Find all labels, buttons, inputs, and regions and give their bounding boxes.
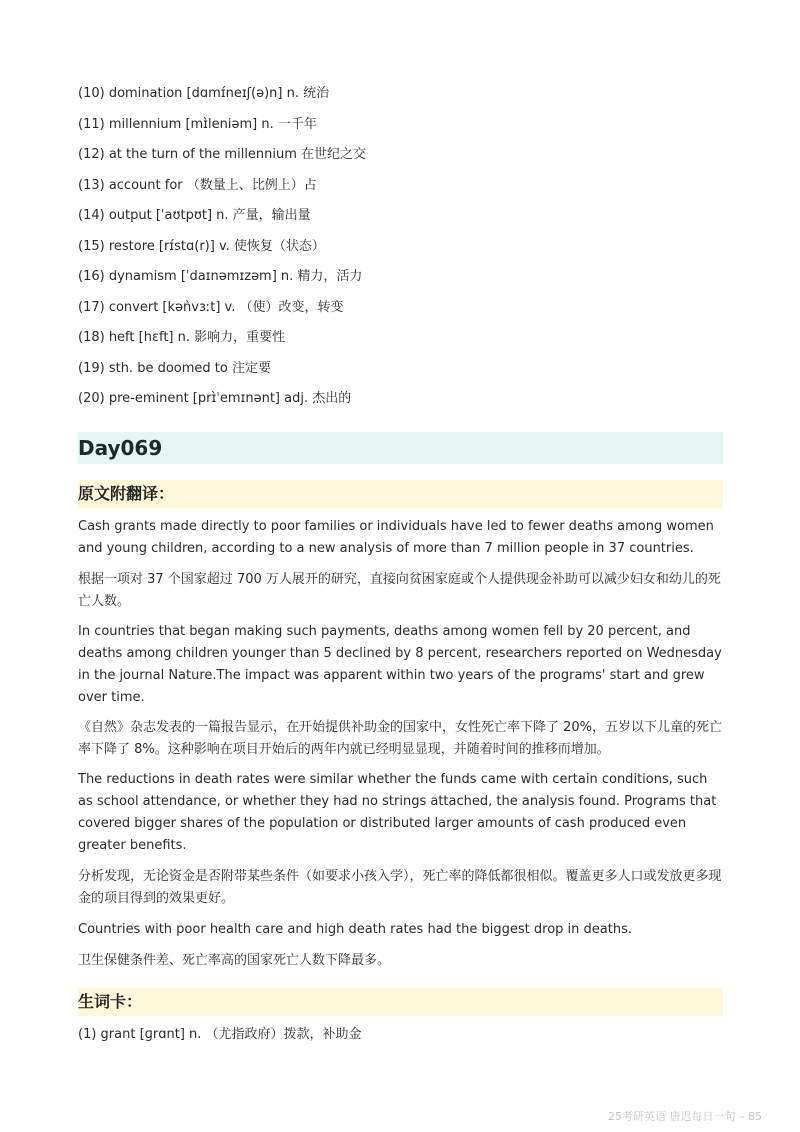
vocab-item: (13) account for （数量上、比例上）占: [78, 177, 317, 193]
vocab-item: (15) restore [rɪ́stɑ(r)] v. 使恢复（状态）: [78, 238, 325, 254]
section-title-original: 原文附翻译：: [78, 484, 175, 503]
day-header: [78, 432, 723, 464]
vocab-item: (18) heft [hɛft] n. 影响力，重要性: [78, 330, 286, 345]
vocab-item: (14) output [ˈaʊtpʊt] n. 产量，输出量: [78, 208, 311, 223]
paragraph-chinese-2: 《自然》杂志发表的一篇报告显示，在开始提供补助金的国家中，女性死亡率下降了 20%，五岁以下儿童的死亡率下降了 8%。这种影响在项目开始后的两年内就已经明显显现，并随着时间的推移而增加。: [78, 720, 723, 757]
vocab-item: (17) convert [kəǹvɜːt] v. （使）改变，转变: [78, 299, 344, 315]
section-header-original: [78, 480, 723, 508]
paragraph-english-4: Countries with poor health care and high death rates had the biggest drop in deaths.: [78, 922, 632, 937]
paragraph-english-3: The reductions in death rates were similar whether the funds came with certain conditions, such as school attendance, or whether they had no strings attached, the analysis found. Programs that covered bigger shares of the population or distributed larger amounts of cash produced even greater benefits.: [78, 772, 717, 853]
paragraph-english-2: In countries that began making such payments, deaths among women fell by 20 percent, and deaths among children younger than 5 declined by 8 percent, researchers reported on Wednesday in the journal Nature.The impact was apparent within two years of the programs' start and grew over time.: [78, 624, 722, 705]
vocab-item: (20) pre-eminent [prɪ̀ˈemɪnənt] adj. 杰出的: [78, 391, 352, 406]
section-title-vocab: 生词卡：: [78, 992, 143, 1011]
vocab-item: (11) millennium [mɪ̀leniəm] n. 一千年: [78, 116, 317, 132]
paragraph-chinese-3: 分析发现，无论资金是否附带某些条件（如要求小孩入学），死亡率的降低都很相似。覆盖更多人口或发放更多现金的项目得到的效果更好。: [78, 869, 722, 906]
day-title: Day069: [78, 436, 163, 460]
section-header-vocab: [78, 988, 723, 1016]
vocab-item: (12) at the turn of the millennium 在世纪之交: [78, 147, 367, 162]
vocab-list-top: [78, 82, 723, 418]
paragraph-chinese-1: 根据一项对 37 个国家超过 700 万人展开的研究，直接向贫困家庭或个人提供现金补助可以减少妇女和幼儿的死亡人数。: [78, 572, 721, 609]
paragraph-chinese-4: 卫生保健条件差、死亡率高的国家死亡人数下降最多。: [78, 953, 391, 968]
page-footer: 25考研英语 唐迟每日一句 – 85: [608, 1110, 762, 1123]
vocab-item: (16) dynamism [ˈdaɪnəmɪzəm] n. 精力，活力: [78, 269, 363, 284]
vocab-item: (1) grant [ɡrɑnt] n. （尤指政府）拨款，补助金: [78, 1027, 362, 1042]
vocab-item: (10) domination [dɑmɪ́neɪʃ(ə)n] n. 统治: [78, 86, 330, 101]
vocab-item: (19) sth. be doomed to 注定要: [78, 360, 271, 376]
paragraph-english-1: Cash grants made directly to poor families or individuals have led to fewer deaths among women and young children, according to a new analysis of more than 7 million people in 37 countries.: [78, 519, 714, 556]
